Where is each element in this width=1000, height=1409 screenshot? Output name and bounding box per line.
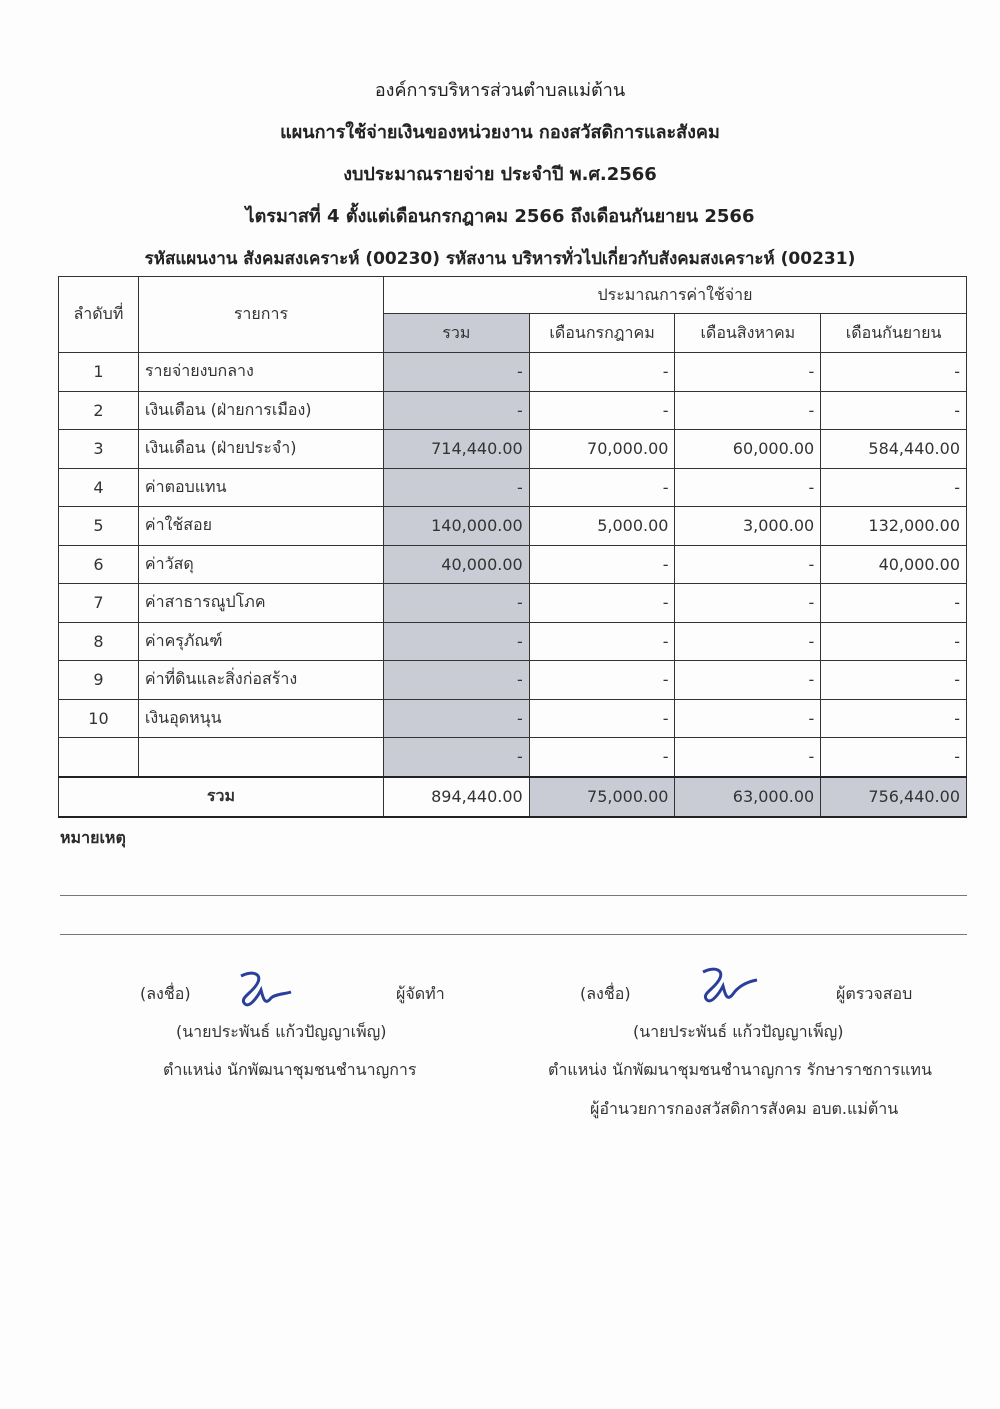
row-item: รายจ่ายงบกลาง	[138, 353, 383, 392]
row-july: -	[529, 699, 675, 738]
table-row	[59, 353, 967, 392]
row-number: 1	[59, 353, 139, 392]
left-role: ผู้จัดทำ	[396, 984, 445, 1003]
row-september: -	[821, 699, 967, 738]
row-july: -	[529, 622, 675, 661]
row-august: -	[675, 353, 821, 392]
row-number: 4	[59, 468, 139, 507]
table-row	[59, 391, 967, 430]
right-sign-label: (ลงชื่อ)	[580, 984, 631, 1003]
row-number: 8	[59, 622, 139, 661]
table-row	[59, 699, 967, 738]
org-name: องค์การบริหารส่วนตำบลแม่ต้าน	[374, 80, 626, 101]
row-august: -	[675, 584, 821, 623]
row-total: -	[383, 699, 529, 738]
row-july: -	[529, 545, 675, 584]
quarter-period: ไตรมาสที่ 4 ตั้งแต่เดือนกรกฎาคม 2566 ถึงเดือนกันยายน 2566	[245, 206, 755, 227]
remark-label: หมายเหตุ	[60, 828, 126, 847]
header-item: รายการ	[138, 277, 383, 353]
right-signature-mark	[695, 962, 761, 1008]
right-role: ผู้ตรวจสอบ	[836, 984, 913, 1003]
row-total: -	[383, 738, 529, 777]
table-row	[59, 738, 967, 777]
row-number: 7	[59, 584, 139, 623]
row-number: 3	[59, 430, 139, 469]
row-july: -	[529, 353, 675, 392]
row-september: 584,440.00	[821, 430, 967, 469]
row-item: ค่าสาธารณูปโภค	[138, 584, 383, 623]
right-position-line2: ผู้อำนวยการกองสวัสดิการสังคม อบต.แม่ต้าน	[590, 1099, 899, 1118]
table-row	[59, 507, 967, 546]
total-row	[59, 777, 967, 817]
remark-line	[60, 934, 967, 935]
row-total: -	[383, 584, 529, 623]
header-no: ลำดับที่	[59, 277, 139, 353]
header-september: เดือนกันยายน	[821, 314, 967, 353]
row-september: -	[821, 391, 967, 430]
total-september: 756,440.00	[821, 777, 967, 817]
row-total: 140,000.00	[383, 507, 529, 546]
row-number: 10	[59, 699, 139, 738]
row-august: -	[675, 738, 821, 777]
row-july: 70,000.00	[529, 430, 675, 469]
total-label: รวม	[59, 777, 384, 817]
row-number: 2	[59, 391, 139, 430]
table-row	[59, 430, 967, 469]
row-july: -	[529, 738, 675, 777]
row-september: -	[821, 661, 967, 700]
row-total: -	[383, 353, 529, 392]
row-september: -	[821, 468, 967, 507]
row-total: 714,440.00	[383, 430, 529, 469]
left-position: ตำแหน่ง นักพัฒนาชุมชนชำนาญการ	[163, 1060, 417, 1079]
remark-line	[60, 895, 967, 896]
row-total: -	[383, 622, 529, 661]
table-row	[59, 661, 967, 700]
left-signature-mark	[235, 968, 295, 1010]
plan-codes: รหัสแผนงาน สังคมสงเคราะห์ (00230) รหัสงาน บริหารทั่วไปเกี่ยวกับสังคมสงเคราะห์ (00231)	[144, 249, 856, 269]
row-september: -	[821, 584, 967, 623]
budget-year: งบประมาณรายจ่าย ประจำปี พ.ศ.2566	[343, 164, 657, 185]
budget-table	[58, 276, 967, 818]
left-sign-label: (ลงชื่อ)	[140, 984, 191, 1003]
header-total: รวม	[383, 314, 529, 353]
row-item: เงินเดือน (ฝ่ายประจำ)	[138, 430, 383, 469]
row-july: -	[529, 584, 675, 623]
row-august: -	[675, 391, 821, 430]
row-total: -	[383, 468, 529, 507]
header-estimate: ประมาณการค่าใช้จ่าย	[383, 277, 966, 314]
row-august: -	[675, 468, 821, 507]
row-item: ค่าครุภัณฑ์	[138, 622, 383, 661]
table-row	[59, 545, 967, 584]
row-item: เงินเดือน (ฝ่ายการเมือง)	[138, 391, 383, 430]
row-july: -	[529, 468, 675, 507]
right-position: ตำแหน่ง นักพัฒนาชุมชนชำนาญการ รักษาราชการแทน	[548, 1060, 932, 1079]
row-july: -	[529, 391, 675, 430]
row-august: -	[675, 622, 821, 661]
total-august: 63,000.00	[675, 777, 821, 817]
row-august: -	[675, 661, 821, 700]
row-number	[59, 738, 139, 777]
row-august: 3,000.00	[675, 507, 821, 546]
row-item: ค่าที่ดินและสิ่งก่อสร้าง	[138, 661, 383, 700]
row-august: 60,000.00	[675, 430, 821, 469]
row-september: -	[821, 622, 967, 661]
total-sum: 894,440.00	[383, 777, 529, 817]
row-item: ค่าวัสดุ	[138, 545, 383, 584]
header-july: เดือนกรกฎาคม	[529, 314, 675, 353]
row-item: เงินอุดหนุน	[138, 699, 383, 738]
row-september: 132,000.00	[821, 507, 967, 546]
plan-title: แผนการใช้จ่ายเงินของหน่วยงาน กองสวัสดิการและสังคม	[280, 122, 720, 143]
row-number: 9	[59, 661, 139, 700]
row-item	[138, 738, 383, 777]
row-july: 5,000.00	[529, 507, 675, 546]
total-july: 75,000.00	[529, 777, 675, 817]
row-total: 40,000.00	[383, 545, 529, 584]
table-row	[59, 622, 967, 661]
row-august: -	[675, 545, 821, 584]
row-total: -	[383, 391, 529, 430]
table-row	[59, 584, 967, 623]
right-name: (นายประพันธ์ แก้วปัญญาเพ็ญ)	[633, 1022, 844, 1041]
row-september: -	[821, 353, 967, 392]
table-row	[59, 468, 967, 507]
row-total: -	[383, 661, 529, 700]
row-item: ค่าใช้สอย	[138, 507, 383, 546]
left-name: (นายประพันธ์ แก้วปัญญาเพ็ญ)	[176, 1022, 387, 1041]
row-august: -	[675, 699, 821, 738]
document-header	[0, 70, 1000, 280]
row-number: 5	[59, 507, 139, 546]
header-august: เดือนสิงหาคม	[675, 314, 821, 353]
table-body	[59, 353, 967, 777]
row-item: ค่าตอบแทน	[138, 468, 383, 507]
row-number: 6	[59, 545, 139, 584]
row-july: -	[529, 661, 675, 700]
row-september: -	[821, 738, 967, 777]
row-september: 40,000.00	[821, 545, 967, 584]
